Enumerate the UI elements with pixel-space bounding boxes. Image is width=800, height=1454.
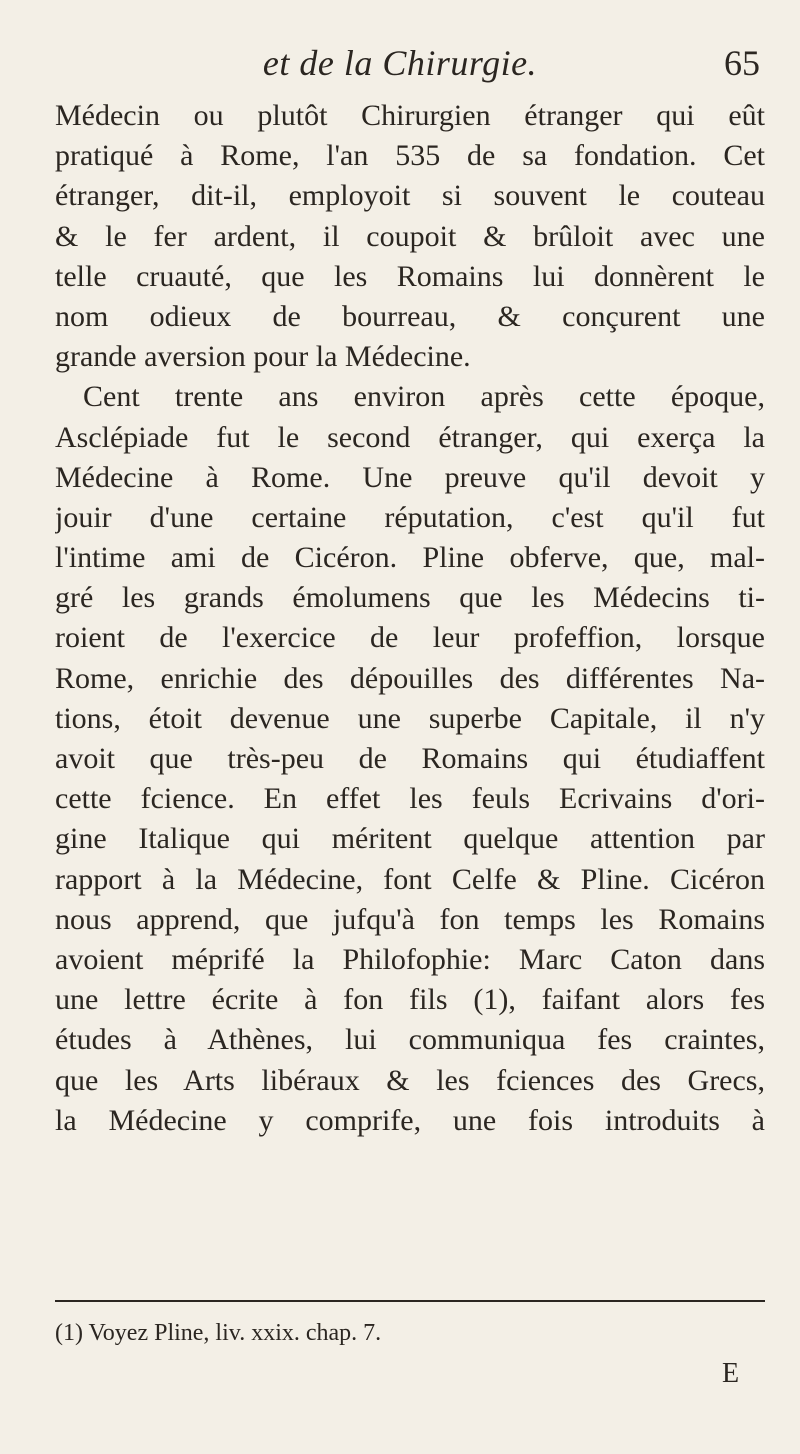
footnote: (1) Voyez Pline, liv. xxix. chap. 7. <box>55 1320 382 1346</box>
text-line: Médecine à Rome. Une preuve qu'il devoit y <box>55 460 765 494</box>
text-line: jouir d'une certaine réputation, c'est qu'il fut <box>55 500 765 534</box>
text-line: nous apprend, que jufqu'à fon temps les Romains <box>55 902 765 936</box>
text-line: que les Arts libéraux & les fciences des Grecs, <box>55 1063 765 1097</box>
text-line: gine Italique qui méritent quelque attention par <box>55 822 765 856</box>
text-line: Rome, enrichie des dépouilles des différentes Na- <box>55 661 765 695</box>
body-text <box>55 96 765 1141</box>
text-line: & le fer ardent, il coupoit & brûloit avec une <box>55 219 765 253</box>
text-line: une lettre écrite à fon fils (1), faifant alors fes <box>55 983 765 1017</box>
footnote-rule <box>55 1300 765 1302</box>
text-line: tions, étoit devenue une superbe Capitale, il n'y <box>55 701 765 735</box>
text-line: roient de l'exercice de leur profeffion, lorsque <box>55 621 765 655</box>
text-line: avoit que très-peu de Romains qui étudiaffent <box>55 742 765 775</box>
text-line: Médecin ou plutôt Chirurgien étranger qui eût <box>55 99 765 132</box>
text-line: études à Athènes, lui communiqua fes craintes, <box>55 1023 765 1057</box>
page-header <box>0 40 800 86</box>
running-title: et de la Chirurgie. <box>262 43 538 83</box>
signature-mark: E <box>722 1358 740 1389</box>
text-line: Asclépiade fut le second étranger, qui exerça la <box>55 420 765 454</box>
text-line: cette fcience. En effet les feuls Ecrivains d'ori- <box>55 782 765 816</box>
text-line: gré les grands émolumens que les Médecins ti- <box>55 581 765 615</box>
text-line: pratiqué à Rome, l'an 535 de sa fondation. Cet <box>55 139 765 173</box>
page-number: 65 <box>724 43 760 83</box>
text-line: telle cruauté, que les Romains lui donnèrent le <box>55 259 765 293</box>
text-line: nom odieux de bourreau, & conçurent une <box>55 299 765 333</box>
text-line: la Médecine y comprife, une fois introduits à <box>55 1103 765 1137</box>
text-line: l'intime ami de Cicéron. Pline obferve, que, mal- <box>55 541 765 575</box>
text-line: étranger, dit-il, employoit si souvent le couteau <box>55 179 765 213</box>
text-line: grande aversion pour la Médecine. <box>55 340 471 374</box>
text-line: Cent trente ans environ après cette époque, <box>83 380 765 414</box>
text-line: rapport à la Médecine, font Celfe & Pline. Cicéron <box>55 862 765 896</box>
text-line: avoient méprifé la Philofophie: Marc Caton dans <box>55 942 765 976</box>
